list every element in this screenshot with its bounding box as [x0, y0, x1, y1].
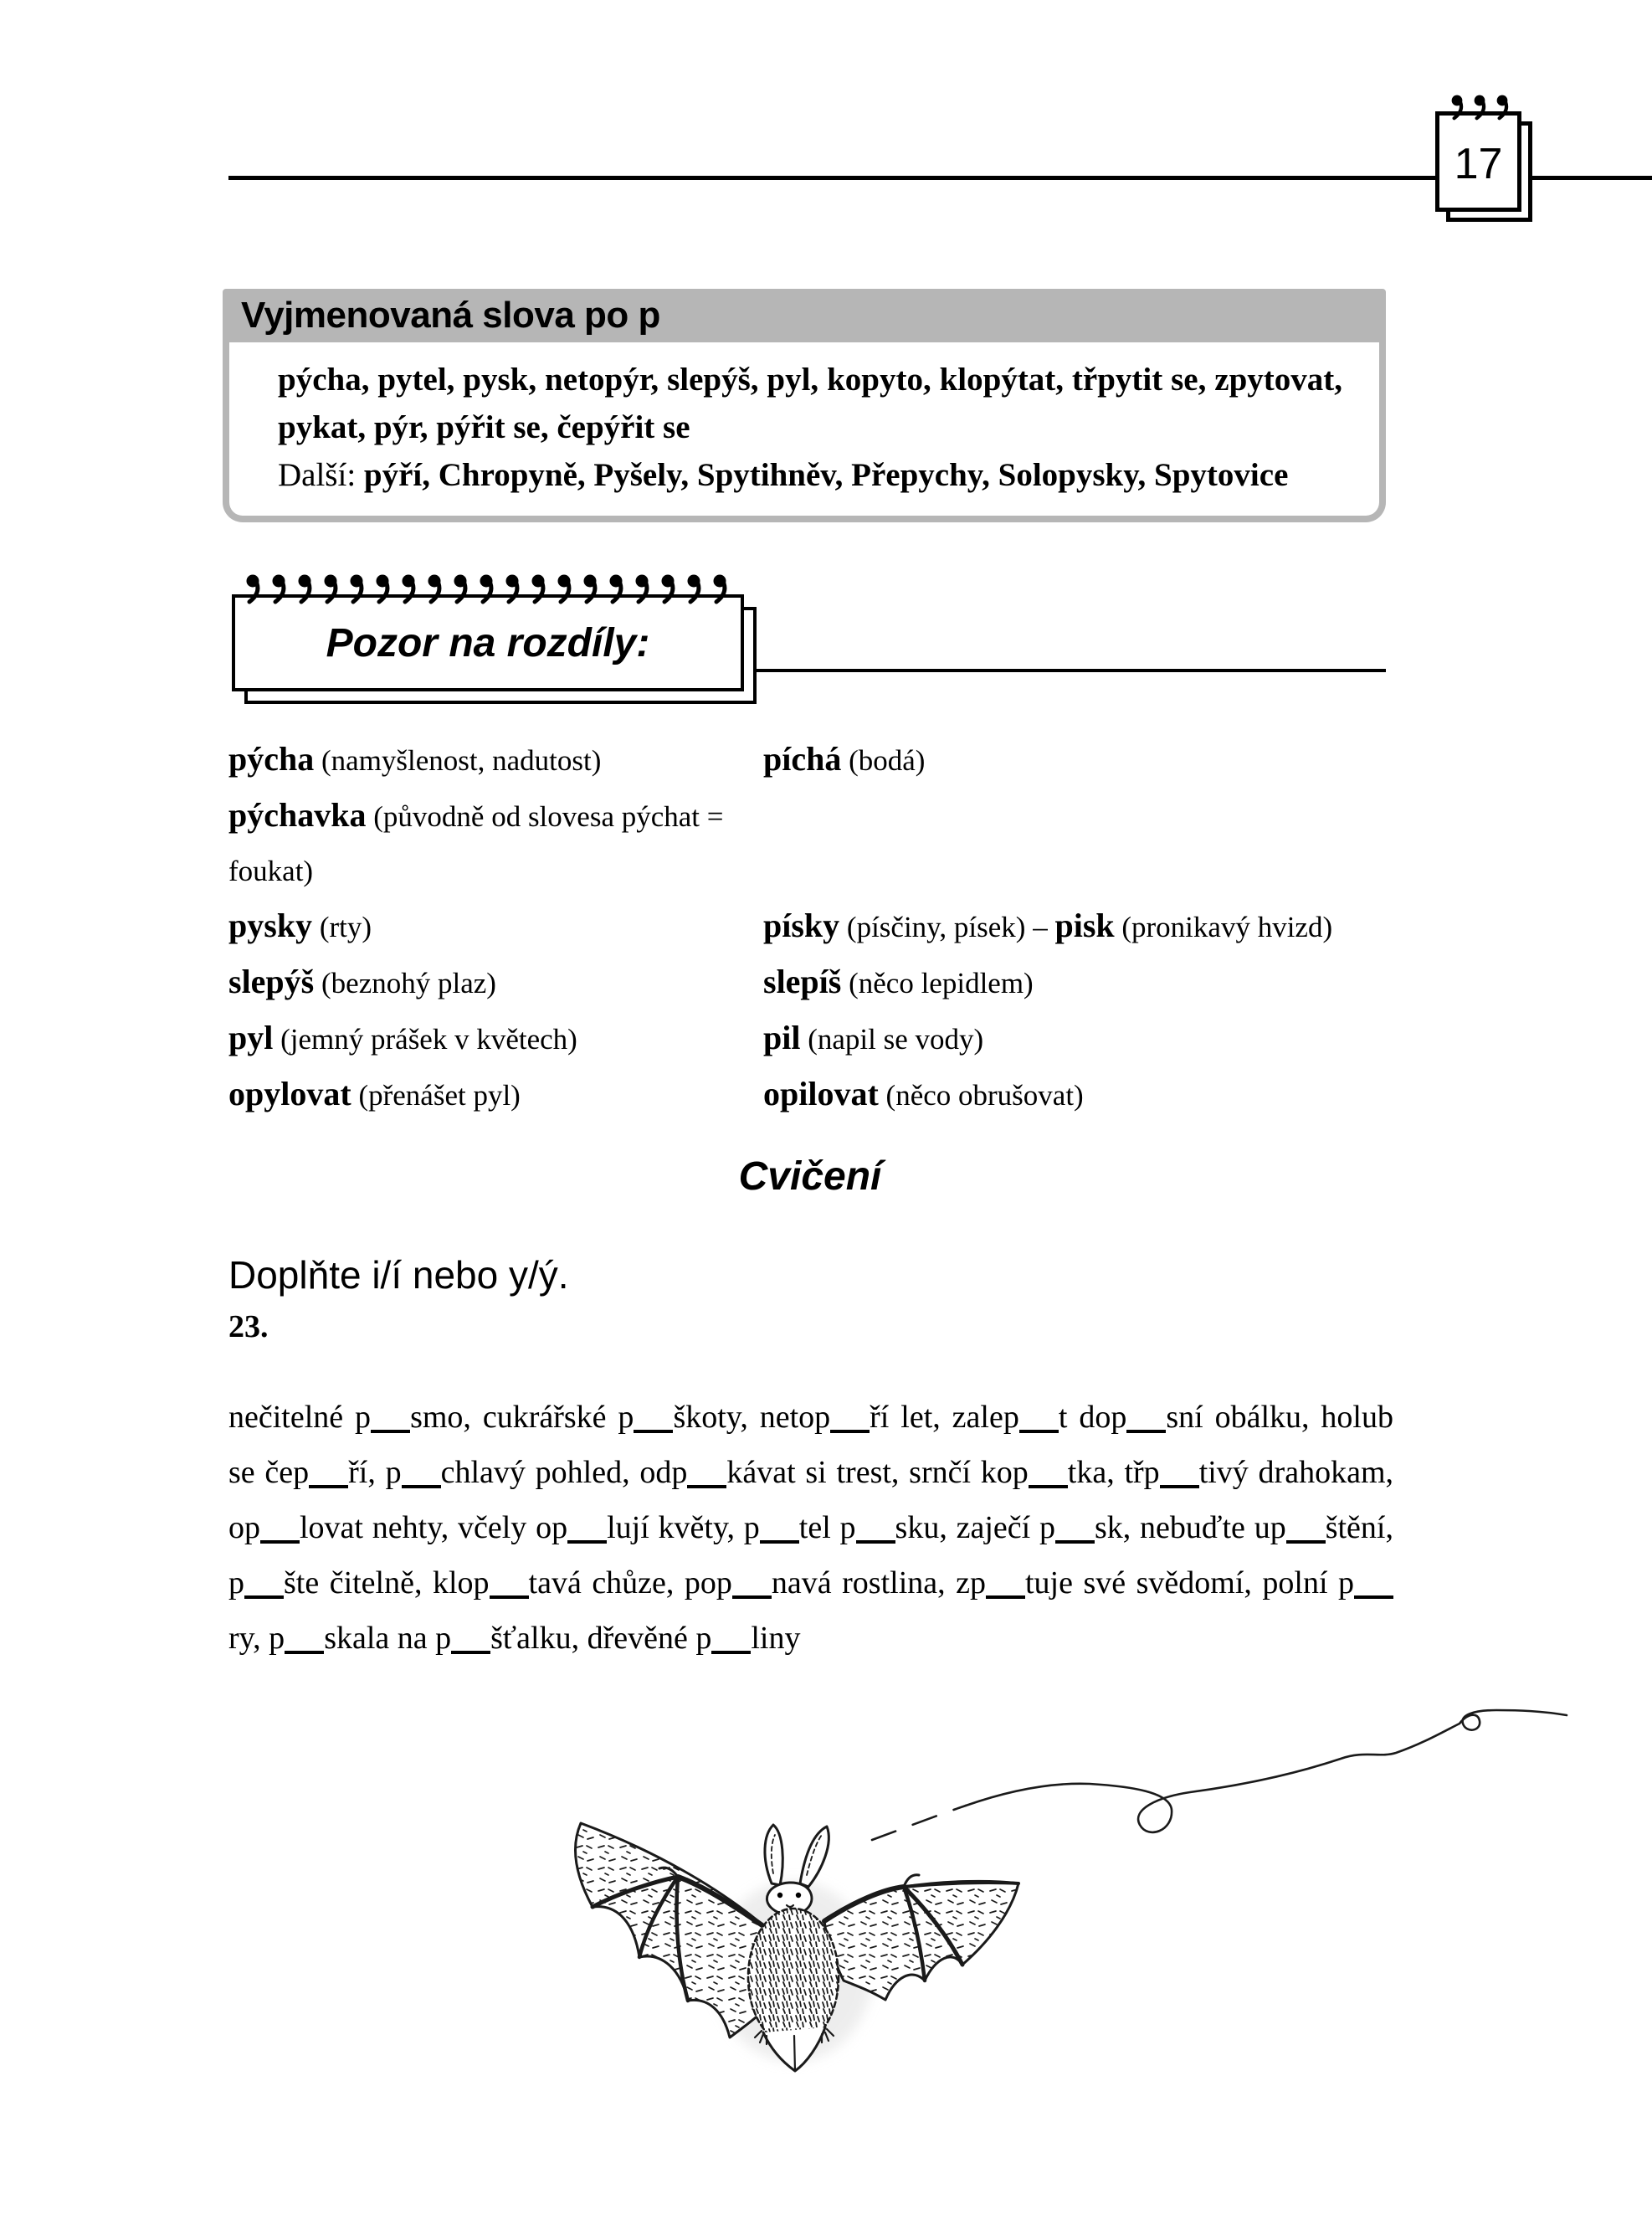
pozor-rule	[744, 669, 1386, 672]
comparison-right-entry: píchá (bodá)	[763, 740, 926, 778]
comparison-left-entry: pyl (jemný prášek v květech)	[228, 1019, 577, 1056]
fill-in-blank	[402, 1465, 441, 1488]
fill-in-blank	[634, 1410, 673, 1433]
fill-in-blank	[856, 1520, 895, 1544]
exercise-instruction: Doplňte i/í nebo y/ý.	[228, 1253, 569, 1297]
fill-in-blank	[986, 1575, 1025, 1599]
fill-in-blank	[309, 1465, 348, 1488]
word-list-body	[223, 342, 1386, 522]
section-title: Vyjmenovaná slova po p	[241, 295, 660, 336]
exercise-text: nečitelné p smo, cukrářské p škoty, netop ří let, zalep t dop sní obálku, holub se čep ří, p chlavý pohled, odp kávat si trest, srnčí kop tka, třp tivý drahokam, op lovat nehty, včely op lují květy, p tel p sku, zaječí p sk, nebuďte up štění, p šte čitelně, klop tavá chůze, pop navá rostlina, zp tuje své svědomí, polní pry, p skala na p šťalku, dřevěné p liny	[228, 1400, 1394, 1656]
comparison-left-entry: pysky (rty)	[228, 907, 372, 944]
comparison-right-entry: opilovat (něco obrušovat)	[763, 1075, 1084, 1112]
pozor-box-card	[232, 594, 744, 691]
section-header-band	[223, 289, 1386, 342]
comparison-row	[228, 788, 1393, 898]
comparison-list	[228, 732, 1393, 1123]
fill-in-blank	[711, 1631, 751, 1654]
fill-in-blank	[285, 1631, 324, 1654]
comparison-row	[228, 898, 1393, 954]
comparison-left-entry: pýcha (namyšlenost, nadutost)	[228, 740, 602, 778]
comparison-row	[228, 1010, 1393, 1066]
fill-in-blank	[567, 1520, 607, 1544]
vyjmenovana-box	[223, 289, 1386, 522]
fill-in-blank	[760, 1520, 799, 1544]
comparison-right-entry: slepíš (něco lepidlem)	[763, 963, 1034, 1000]
fill-in-blank	[1019, 1410, 1059, 1433]
fill-in-blank	[244, 1575, 284, 1599]
fill-in-blank	[687, 1465, 726, 1488]
word-list-additional	[278, 451, 1342, 499]
bat-illustration	[575, 1823, 1018, 2071]
comparison-left-entry: slepýš (beznohý plaz)	[228, 963, 496, 1000]
fill-in-blank	[1286, 1520, 1326, 1544]
fill-in-blank	[1126, 1410, 1166, 1433]
exercise-number: 23.	[228, 1309, 269, 1344]
fill-in-blank	[732, 1575, 772, 1599]
badge-card	[1435, 111, 1521, 212]
fill-in-blank	[451, 1631, 490, 1654]
comparison-left-entry: opylovat (přenášet pyl)	[228, 1075, 521, 1112]
pozor-title: Pozor na rozdíly:	[326, 620, 650, 665]
comparison-row	[228, 1066, 1393, 1123]
page-number: 17	[1454, 140, 1503, 188]
fill-in-blank	[1055, 1520, 1095, 1544]
comparison-row	[228, 954, 1393, 1010]
comparison-right-entry: pil (napil se vody)	[763, 1019, 984, 1056]
fill-in-blank	[1029, 1465, 1068, 1488]
comparison-right-entry: písky (písčiny, písek) – pisk (pronikavý hvizd)	[763, 907, 1333, 944]
fill-in-blank	[1160, 1465, 1199, 1488]
page-number-badge	[1435, 94, 1544, 236]
fill-in-blank	[1354, 1575, 1393, 1599]
comparison-left-entry: pýchavka (původně od slovesa pýchat = foukat)	[228, 796, 724, 887]
fill-in-blank	[371, 1410, 410, 1433]
comparison-right-entry	[763, 788, 1393, 898]
flight-path-line	[872, 1710, 1567, 1840]
pozor-box	[232, 594, 744, 691]
dalsi-label: Další:	[278, 457, 357, 493]
fill-in-blank	[260, 1520, 300, 1544]
comparison-row	[228, 732, 1393, 788]
cviceni-heading: Cvičení	[738, 1154, 882, 1199]
fill-in-blank	[490, 1575, 529, 1599]
word-list: pýcha, pytel, pysk, netopýr, slepýš, pyl, kopyto, klopýtat, třpytit se, zpytovat, pykat, pýr, pýřit se, čepýřit se	[278, 362, 1342, 445]
fill-in-blank	[830, 1410, 870, 1433]
dalsi-words: pýří, Chropyně, Pyšely, Spytihněv, Přepychy, Solopysky, Spytovice	[363, 457, 1289, 493]
